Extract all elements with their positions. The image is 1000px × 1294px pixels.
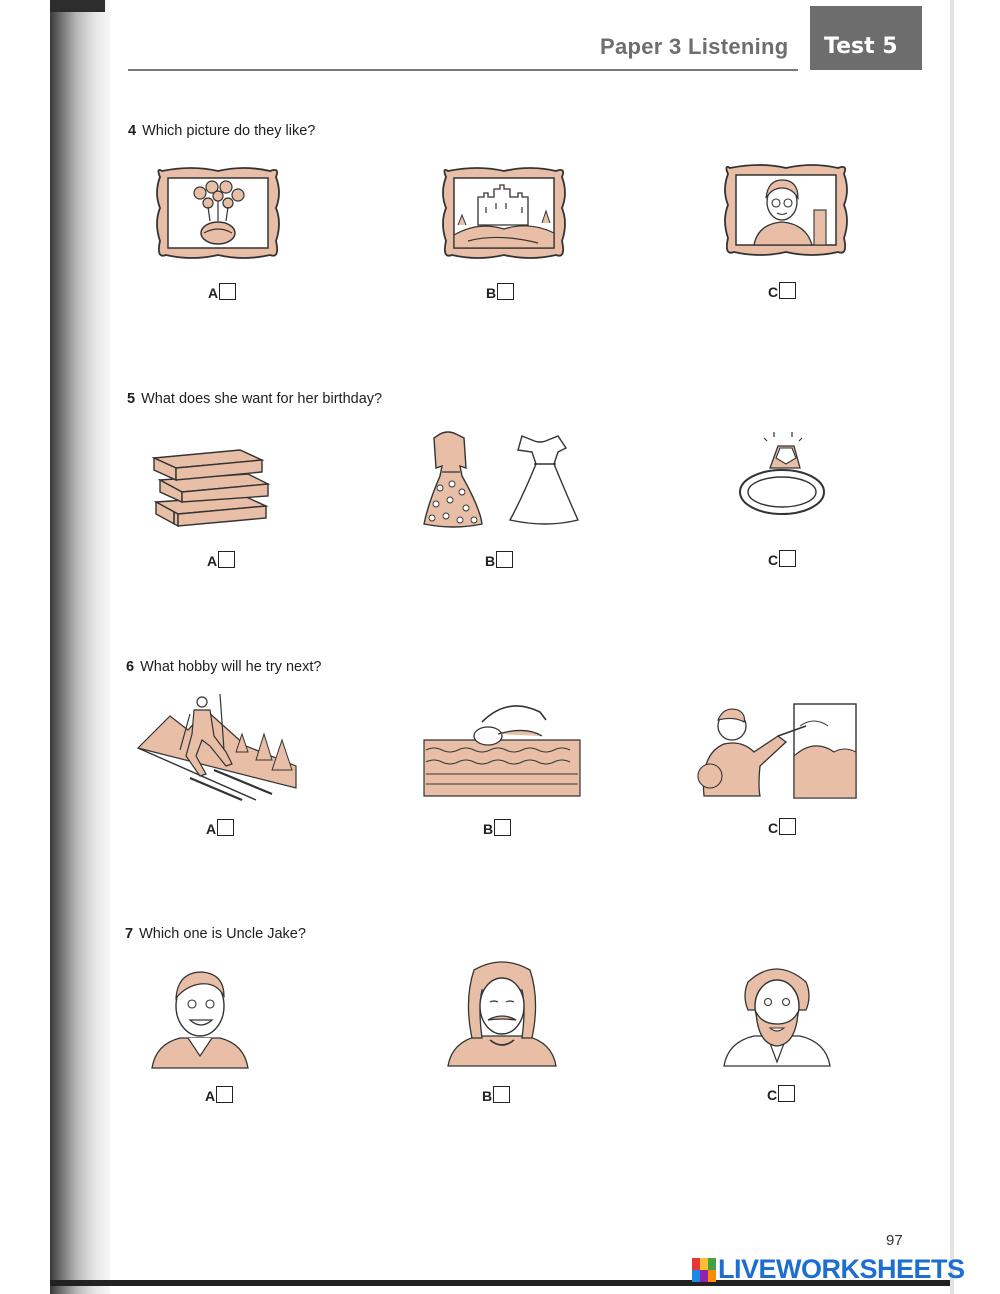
option-letter: B bbox=[482, 1088, 493, 1104]
answer-checkbox[interactable] bbox=[493, 1086, 510, 1103]
old-woman-portrait-picture bbox=[720, 160, 852, 264]
header-divider bbox=[128, 69, 798, 71]
scan-margin bbox=[0, 0, 50, 1294]
book-binding-top bbox=[50, 0, 105, 12]
option-7b[interactable] bbox=[482, 1086, 510, 1103]
option-5b[interactable] bbox=[485, 551, 513, 568]
answer-checkbox[interactable] bbox=[779, 818, 796, 835]
option-5c[interactable] bbox=[768, 550, 796, 567]
option-letter: C bbox=[768, 284, 779, 300]
test-label-box bbox=[810, 6, 922, 70]
page-edge bbox=[950, 0, 954, 1294]
question-text: Which one is Uncle Jake? bbox=[139, 926, 306, 942]
flower-vase-painting-picture bbox=[152, 163, 284, 265]
stack-of-books-picture bbox=[148, 436, 272, 528]
section-title: Paper 3 Listening bbox=[600, 34, 789, 59]
answer-checkbox[interactable] bbox=[779, 550, 796, 567]
bearded-man-picture bbox=[722, 962, 832, 1068]
brand-name: LIVEWORKSHEETS bbox=[718, 1254, 965, 1284]
question-text: What hobby will he try next? bbox=[140, 659, 322, 675]
option-letter: C bbox=[768, 820, 779, 836]
skiing-picture bbox=[136, 690, 302, 802]
answer-checkbox[interactable] bbox=[778, 1085, 795, 1102]
option-7a[interactable] bbox=[205, 1086, 233, 1103]
option-letter: B bbox=[486, 285, 497, 301]
answer-checkbox[interactable] bbox=[217, 819, 234, 836]
question-5 bbox=[127, 391, 382, 407]
short-haired-man-picture bbox=[150, 964, 250, 1070]
question-4 bbox=[128, 123, 315, 139]
option-letter: A bbox=[207, 553, 218, 569]
option-6c[interactable] bbox=[768, 818, 796, 835]
answer-checkbox[interactable] bbox=[219, 283, 236, 300]
option-4a[interactable] bbox=[208, 283, 236, 300]
diamond-ring-picture bbox=[734, 428, 834, 524]
option-5a[interactable] bbox=[207, 551, 235, 568]
option-letter: B bbox=[483, 821, 494, 837]
answer-checkbox[interactable] bbox=[496, 551, 513, 568]
option-letter: A bbox=[208, 285, 219, 301]
castle-landscape-painting-picture bbox=[438, 163, 570, 265]
question-number: 5 bbox=[127, 391, 136, 407]
test-label: Test 5 bbox=[824, 34, 898, 59]
question-text: Which picture do they like? bbox=[142, 123, 316, 139]
answer-checkbox[interactable] bbox=[497, 283, 514, 300]
option-6a[interactable] bbox=[206, 819, 234, 836]
question-number: 6 bbox=[126, 659, 135, 675]
long-haired-man-picture bbox=[444, 960, 560, 1068]
painting-hobby-picture bbox=[694, 696, 862, 802]
answer-checkbox[interactable] bbox=[218, 551, 235, 568]
option-letter: A bbox=[206, 821, 217, 837]
question-number: 7 bbox=[125, 926, 134, 942]
question-6 bbox=[126, 659, 321, 675]
option-letter: C bbox=[767, 1087, 778, 1103]
option-4c[interactable] bbox=[768, 282, 796, 299]
question-number: 4 bbox=[128, 123, 137, 139]
page-number: 97 bbox=[886, 1232, 903, 1249]
answer-checkbox[interactable] bbox=[494, 819, 511, 836]
option-letter: B bbox=[485, 553, 496, 569]
question-7 bbox=[125, 926, 306, 942]
option-letter: C bbox=[768, 552, 779, 568]
liveworksheets-logo[interactable] bbox=[692, 1254, 965, 1285]
book-binding-shadow bbox=[50, 0, 110, 1294]
option-7c[interactable] bbox=[767, 1085, 795, 1102]
option-letter: A bbox=[205, 1088, 216, 1104]
answer-checkbox[interactable] bbox=[216, 1086, 233, 1103]
option-4b[interactable] bbox=[486, 283, 514, 300]
question-text: What does she want for her birthday? bbox=[141, 391, 383, 407]
option-6b[interactable] bbox=[483, 819, 511, 836]
swimming-picture bbox=[422, 700, 582, 800]
two-dresses-picture bbox=[418, 428, 582, 532]
answer-checkbox[interactable] bbox=[779, 282, 796, 299]
liveworksheets-logo-icon bbox=[692, 1258, 716, 1282]
